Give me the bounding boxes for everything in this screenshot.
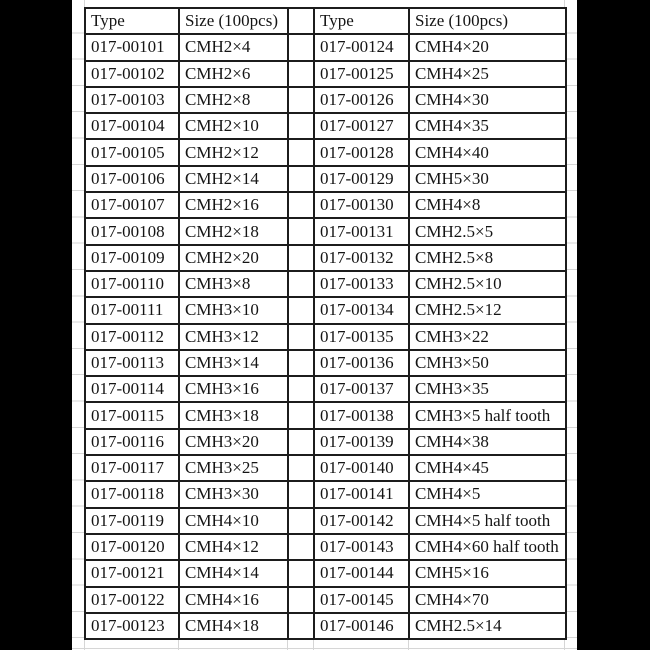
spacer-cell (288, 192, 314, 218)
bottom-margin-gridline (72, 648, 577, 649)
right-size-cell: CMH4×70 (409, 587, 566, 613)
bottom-margin-gridline-v4 (313, 639, 314, 650)
left-type-cell: 017-00105 (85, 139, 179, 165)
table-row (85, 61, 566, 87)
left-size-cell: CMH2×12 (179, 139, 288, 165)
spacer-cell (288, 218, 314, 244)
spacer-cell (288, 87, 314, 113)
right-size-cell: CMH4×20 (409, 34, 566, 60)
left-type-cell: 017-00109 (85, 245, 179, 271)
left-type-cell: 017-00106 (85, 166, 179, 192)
spacer-cell (288, 271, 314, 297)
table-row (85, 350, 566, 376)
left-black-band (0, 0, 72, 650)
left-type-cell: 017-00119 (85, 508, 179, 534)
left-size-cell: CMH3×25 (179, 455, 288, 481)
spacer-cell (288, 402, 314, 428)
right-type-cell: 017-00132 (314, 245, 409, 271)
parts-table (84, 7, 567, 640)
size-header-right: Size (100pcs) (409, 8, 566, 34)
left-size-cell: CMH3×12 (179, 324, 288, 350)
spacer-cell (288, 534, 314, 560)
right-type-cell: 017-00129 (314, 166, 409, 192)
table-row (85, 455, 566, 481)
right-type-cell: 017-00128 (314, 139, 409, 165)
right-type-cell: 017-00144 (314, 560, 409, 586)
left-type-cell: 017-00115 (85, 402, 179, 428)
left-type-cell: 017-00104 (85, 113, 179, 139)
right-size-cell: CMH4×45 (409, 455, 566, 481)
left-size-cell: CMH2×16 (179, 192, 288, 218)
left-type-cell: 017-00118 (85, 481, 179, 507)
table-row (85, 429, 566, 455)
left-type-cell: 017-00120 (85, 534, 179, 560)
spacer-cell (288, 587, 314, 613)
spacer-cell (288, 376, 314, 402)
spacer-cell (288, 166, 314, 192)
left-type-cell: 017-00103 (85, 87, 179, 113)
spacer-cell (288, 34, 314, 60)
right-size-cell: CMH5×16 (409, 560, 566, 586)
left-type-cell: 017-00117 (85, 455, 179, 481)
table-row (85, 481, 566, 507)
bottom-margin-gridline-v3 (287, 639, 288, 650)
right-type-cell: 017-00127 (314, 113, 409, 139)
spacer-header (288, 8, 314, 34)
left-size-cell: CMH2×20 (179, 245, 288, 271)
right-type-cell: 017-00130 (314, 192, 409, 218)
right-type-cell: 017-00136 (314, 350, 409, 376)
table-row (85, 271, 566, 297)
left-type-cell: 017-00101 (85, 34, 179, 60)
left-size-cell: CMH3×18 (179, 402, 288, 428)
right-type-cell: 017-00124 (314, 34, 409, 60)
left-type-cell: 017-00108 (85, 218, 179, 244)
spacer-cell (288, 350, 314, 376)
left-size-cell: CMH4×16 (179, 587, 288, 613)
table-row (85, 192, 566, 218)
top-margin-gridline-left (84, 0, 85, 7)
table-row (85, 534, 566, 560)
spacer-cell (288, 61, 314, 87)
table-row (85, 376, 566, 402)
table-row (85, 87, 566, 113)
spacer-cell (288, 324, 314, 350)
right-size-cell: CMH2.5×12 (409, 297, 566, 323)
top-margin-gridline-right (564, 0, 565, 7)
right-size-cell: CMH4×25 (409, 61, 566, 87)
right-size-cell: CMH3×35 (409, 376, 566, 402)
spacer-cell (288, 429, 314, 455)
right-size-cell: CMH4×5 half tooth (409, 508, 566, 534)
right-size-cell: CMH4×5 (409, 481, 566, 507)
table-body (85, 34, 566, 639)
right-size-cell: CMH2.5×10 (409, 271, 566, 297)
table-row (85, 139, 566, 165)
parts-table-wrapper (84, 7, 567, 640)
type-header-left: Type (85, 8, 179, 34)
table-row (85, 324, 566, 350)
left-type-cell: 017-00122 (85, 587, 179, 613)
spacer-cell (288, 139, 314, 165)
left-type-cell: 017-00102 (85, 61, 179, 87)
right-type-cell: 017-00134 (314, 297, 409, 323)
spacer-cell (288, 113, 314, 139)
right-size-cell: CMH2.5×14 (409, 613, 566, 639)
left-size-cell: CMH3×14 (179, 350, 288, 376)
table-row (85, 218, 566, 244)
right-margin-gridlines (566, 7, 577, 639)
right-size-cell: CMH4×38 (409, 429, 566, 455)
table-row (85, 245, 566, 271)
left-margin-gridlines (72, 7, 84, 639)
spacer-cell (288, 560, 314, 586)
right-type-cell: 017-00135 (314, 324, 409, 350)
left-size-cell: CMH3×10 (179, 297, 288, 323)
left-size-cell: CMH4×10 (179, 508, 288, 534)
left-size-cell: CMH3×20 (179, 429, 288, 455)
right-size-cell: CMH2.5×5 (409, 218, 566, 244)
right-type-cell: 017-00138 (314, 402, 409, 428)
right-size-cell: CMH4×8 (409, 192, 566, 218)
spacer-cell (288, 245, 314, 271)
right-type-cell: 017-00126 (314, 87, 409, 113)
bottom-margin-gridline-v6 (564, 639, 565, 650)
left-size-cell: CMH4×14 (179, 560, 288, 586)
right-type-cell: 017-00133 (314, 271, 409, 297)
right-type-cell: 017-00143 (314, 534, 409, 560)
bottom-margin-gridline-v2 (178, 639, 179, 650)
right-type-cell: 017-00141 (314, 481, 409, 507)
left-size-cell: CMH3×8 (179, 271, 288, 297)
size-header-left: Size (100pcs) (179, 8, 288, 34)
left-type-cell: 017-00114 (85, 376, 179, 402)
right-type-cell: 017-00140 (314, 455, 409, 481)
table-row (85, 613, 566, 639)
left-size-cell: CMH3×30 (179, 481, 288, 507)
left-type-cell: 017-00107 (85, 192, 179, 218)
left-type-cell: 017-00111 (85, 297, 179, 323)
right-type-cell: 017-00125 (314, 61, 409, 87)
right-type-cell: 017-00142 (314, 508, 409, 534)
right-size-cell: CMH2.5×8 (409, 245, 566, 271)
right-size-cell: CMH3×50 (409, 350, 566, 376)
spacer-cell (288, 297, 314, 323)
table-row (85, 297, 566, 323)
table-row (85, 113, 566, 139)
bottom-margin-gridline-v1 (84, 639, 85, 650)
header-row (85, 8, 566, 34)
right-size-cell: CMH4×40 (409, 139, 566, 165)
left-size-cell: CMH2×6 (179, 61, 288, 87)
left-size-cell: CMH4×18 (179, 613, 288, 639)
left-size-cell: CMH2×10 (179, 113, 288, 139)
right-size-cell: CMH4×35 (409, 113, 566, 139)
spacer-cell (288, 455, 314, 481)
right-type-cell: 017-00137 (314, 376, 409, 402)
table-row (85, 560, 566, 586)
right-size-cell: CMH4×30 (409, 87, 566, 113)
right-size-cell: CMH4×60 half tooth (409, 534, 566, 560)
right-type-cell: 017-00145 (314, 587, 409, 613)
right-type-cell: 017-00131 (314, 218, 409, 244)
right-black-band (577, 0, 650, 650)
left-size-cell: CMH4×12 (179, 534, 288, 560)
table-row (85, 587, 566, 613)
right-size-cell: CMH3×22 (409, 324, 566, 350)
left-size-cell: CMH2×8 (179, 87, 288, 113)
left-size-cell: CMH2×14 (179, 166, 288, 192)
left-size-cell: CMH3×16 (179, 376, 288, 402)
bottom-margin-gridline-v5 (408, 639, 409, 650)
spacer-cell (288, 481, 314, 507)
right-size-cell: CMH3×5 half tooth (409, 402, 566, 428)
table-row (85, 34, 566, 60)
right-type-cell: 017-00139 (314, 429, 409, 455)
left-size-cell: CMH2×4 (179, 34, 288, 60)
right-size-cell: CMH5×30 (409, 166, 566, 192)
spacer-cell (288, 508, 314, 534)
left-type-cell: 017-00123 (85, 613, 179, 639)
left-type-cell: 017-00112 (85, 324, 179, 350)
table-row (85, 402, 566, 428)
table-row (85, 166, 566, 192)
left-type-cell: 017-00110 (85, 271, 179, 297)
right-type-cell: 017-00146 (314, 613, 409, 639)
left-size-cell: CMH2×18 (179, 218, 288, 244)
type-header-right: Type (314, 8, 409, 34)
left-type-cell: 017-00116 (85, 429, 179, 455)
spacer-cell (288, 613, 314, 639)
table-row (85, 508, 566, 534)
left-type-cell: 017-00121 (85, 560, 179, 586)
left-type-cell: 017-00113 (85, 350, 179, 376)
